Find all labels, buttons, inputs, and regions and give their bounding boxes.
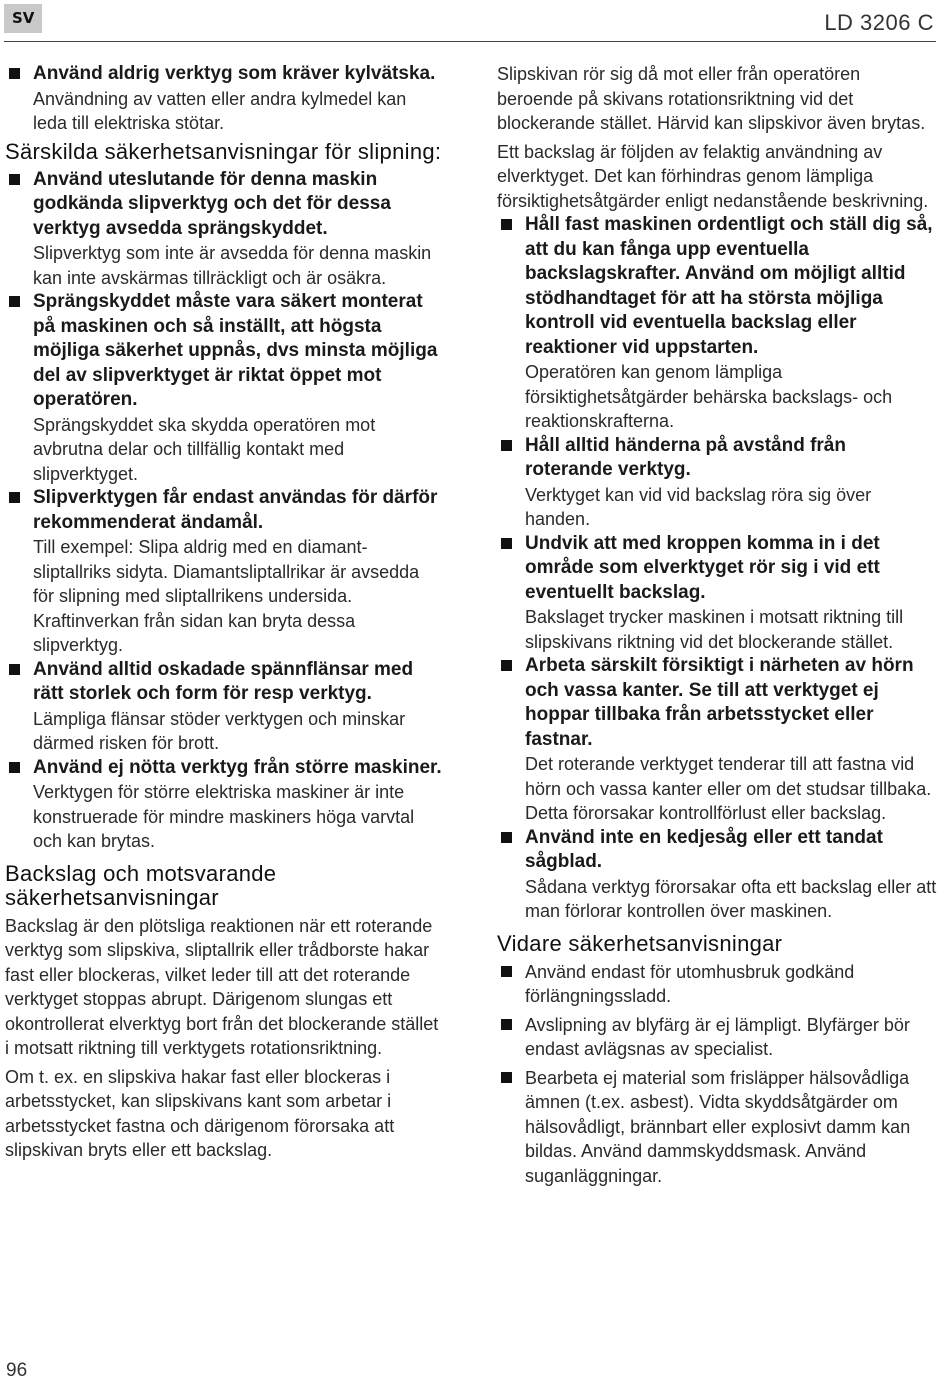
- square-bullet-icon: [501, 660, 512, 671]
- section-heading: Backslag och motsvarande säkerhetsanvisningar: [5, 860, 277, 910]
- warning-text: Lämpliga flänsar stöder verktygen och minskar därmed risken för brott.: [33, 708, 406, 753]
- warning-title: Använd aldrig verktyg som kräver kylvätska.: [33, 63, 436, 84]
- square-bullet-icon: [501, 832, 512, 843]
- warning-text: Till exempel: Slipa aldrig med en diamant-sliptallriks sidyta. Diamantsliptallrikar är avsedda för slipning med sliptallrikens undersida. Kraftinverkan från sidan kan bryta dessa slipverktyg.: [33, 537, 420, 655]
- paragraph: Ett backslag är följden av felaktig användning av elverktyget. Det kan förhindras genom lämpliga försiktighetsåtgärder enligt nedanstående beskrivning.: [497, 141, 929, 211]
- warning-text: Verktyget kan vid vid backslag röra sig över handen.: [525, 484, 872, 529]
- language-badge: SV: [4, 4, 42, 33]
- paragraph: Backslag är den plötsliga reaktionen när ett roterande verktyg som slipskiva, sliptallrik eller trådborste hakar fast eller blockeras, vilket leder till att det roterande verktyget stoppas abrupt. Därigenom slungas ett okontrollerat elverktyg bort från det blockerande stället i motsatt riktning till verktygets rotationsriktning.: [5, 915, 439, 1058]
- warning-title: Arbeta särskilt försiktigt i närheten av hörn och vassa kanter. Se till att verktyget ej hoppar tillbaka från arbetsstycket eller fastnar.: [525, 655, 914, 750]
- warning-text: Sprängskyddet ska skydda operatören mot avbrutna delar och tillfällig kontakt med slipverktyget.: [33, 414, 376, 484]
- square-bullet-icon: [501, 538, 512, 549]
- warning-title: Undvik att med kroppen komma in i det område som elverktyget rör sig i vid ett eventuellt backslag.: [525, 532, 880, 603]
- square-bullet-icon: [9, 174, 20, 185]
- list-item: [5, 756, 445, 854]
- list-text: Använd endast för utomhusbruk godkänd förlängningssladd.: [525, 961, 855, 1006]
- list-item: [5, 168, 445, 291]
- square-bullet-icon: [501, 440, 512, 451]
- square-bullet-icon: [9, 664, 20, 675]
- list-item: [497, 532, 937, 655]
- square-bullet-icon: [9, 762, 20, 773]
- warning-text: Verktygen för större elektriska maskiner är inte konstruerade för mindre maskiners höga varvtal och kan brytas.: [33, 782, 415, 851]
- paragraph: Om t. ex. en slipskiva hakar fast eller blockeras i arbetsstycket, kan slipskivans kant som arbetar i arbetsstycket fastna och därigenom förorsaka att slipskivan bryts eller ett backslag.: [5, 1066, 395, 1160]
- square-bullet-icon: [501, 966, 512, 977]
- right-column: [497, 62, 937, 1188]
- list-item: [497, 1013, 937, 1062]
- list-item: [497, 213, 937, 434]
- header-divider: [4, 41, 936, 42]
- list-item: [497, 826, 937, 924]
- page-number: 96: [6, 1360, 28, 1381]
- square-bullet-icon: [9, 492, 20, 503]
- warning-text: Bakslaget trycker maskinen i motsatt riktning till slipskivans riktning vid det blockerande stället.: [525, 607, 904, 652]
- warning-text: Operatören kan genom lämpliga försiktighetsåtgärder behärska backslags- och reaktionskrafterna.: [525, 362, 893, 431]
- warning-title: Använd uteslutande för denna maskin godkända slipverktyg och det för dessa verktyg avsedda sprängskyddet.: [33, 168, 391, 239]
- warning-title: Håll fast maskinen ordentligt och ställ dig så, att du kan fånga upp eventuella backslagskrafter. Använd om möjligt alltid stödhandtaget för att ha största möjliga kontroll vid eventuella backslag eller reaktioner vid uppstarten.: [525, 214, 933, 358]
- section-heading: Särskilda säkerhetsanvisningar för slipning:: [5, 138, 442, 164]
- list-item: [5, 290, 445, 486]
- list-item: [497, 960, 937, 1009]
- warning-text: Slipverktyg som inte är avsedda för denna maskin kan inte avskärmas tillräckligt och är osäkra.: [33, 243, 432, 288]
- square-bullet-icon: [501, 1072, 512, 1083]
- square-bullet-icon: [9, 296, 20, 307]
- list-item: [5, 62, 445, 136]
- square-bullet-icon: [9, 68, 20, 79]
- warning-title: Håll alltid händerna på avstånd från roterande verktyg.: [525, 434, 846, 480]
- model-number: LD 3206 C: [824, 10, 934, 35]
- warning-text: Det roterande verktyget tenderar till att fastna vid hörn och vassa kanter eller om det studsar tillbaka. Detta förorsakar kontrollförlust eller backslag.: [525, 754, 932, 823]
- list-text: Bearbeta ej material som frisläpper hälsovådliga ämnen (t.ex. asbest). Vidta skyddsåtgärder om hälsovådligt, brännbart eller explosivt damm kan bildas. Använd dammskyddsmask. Använd suganläggningar.: [525, 1067, 911, 1186]
- warning-title: Använd ej nötta verktyg från större maskiner.: [33, 756, 442, 778]
- warning-title: Använd inte en kedjesåg eller ett tandat sågblad.: [525, 826, 883, 872]
- section-heading: Vidare säkerhetsanvisningar: [497, 930, 783, 956]
- list-item: [5, 486, 445, 658]
- warning-title: Sprängskyddet måste vara säkert monterat på maskinen och så inställt, att högsta möjliga säkerhet uppnås, dvs minsta möjliga del av slipverktyget är riktat öppet mot operatören.: [33, 291, 438, 410]
- warning-title: Använd alltid oskadade spännflänsar med rätt storlek och form för resp verktyg.: [33, 658, 414, 704]
- paragraph: Slipskivan rör sig då mot eller från operatören beroende på skivans rotationsriktning vid det blockerande stället. Härvid kan slipskivor även brytas.: [497, 64, 926, 133]
- list-item: [5, 658, 445, 756]
- list-text: Avslipning av blyfärg är ej lämpligt. Blyfärger bör endast avlägsnas av specialist.: [525, 1014, 910, 1059]
- list-item: [497, 654, 937, 826]
- warning-text: Användning av vatten eller andra kylmedel kan leda till elektriska stötar.: [33, 88, 407, 133]
- warning-text: Sådana verktyg förorsakar ofta ett backslag eller att man förlorar kontrollen över maskinen.: [525, 876, 937, 921]
- warning-title: Slipverktygen får endast användas för därför rekommenderat ändamål.: [33, 487, 438, 533]
- list-item: [497, 1066, 937, 1189]
- square-bullet-icon: [501, 1019, 512, 1030]
- square-bullet-icon: [501, 219, 512, 230]
- left-column: [5, 62, 445, 1163]
- list-item: [497, 434, 937, 532]
